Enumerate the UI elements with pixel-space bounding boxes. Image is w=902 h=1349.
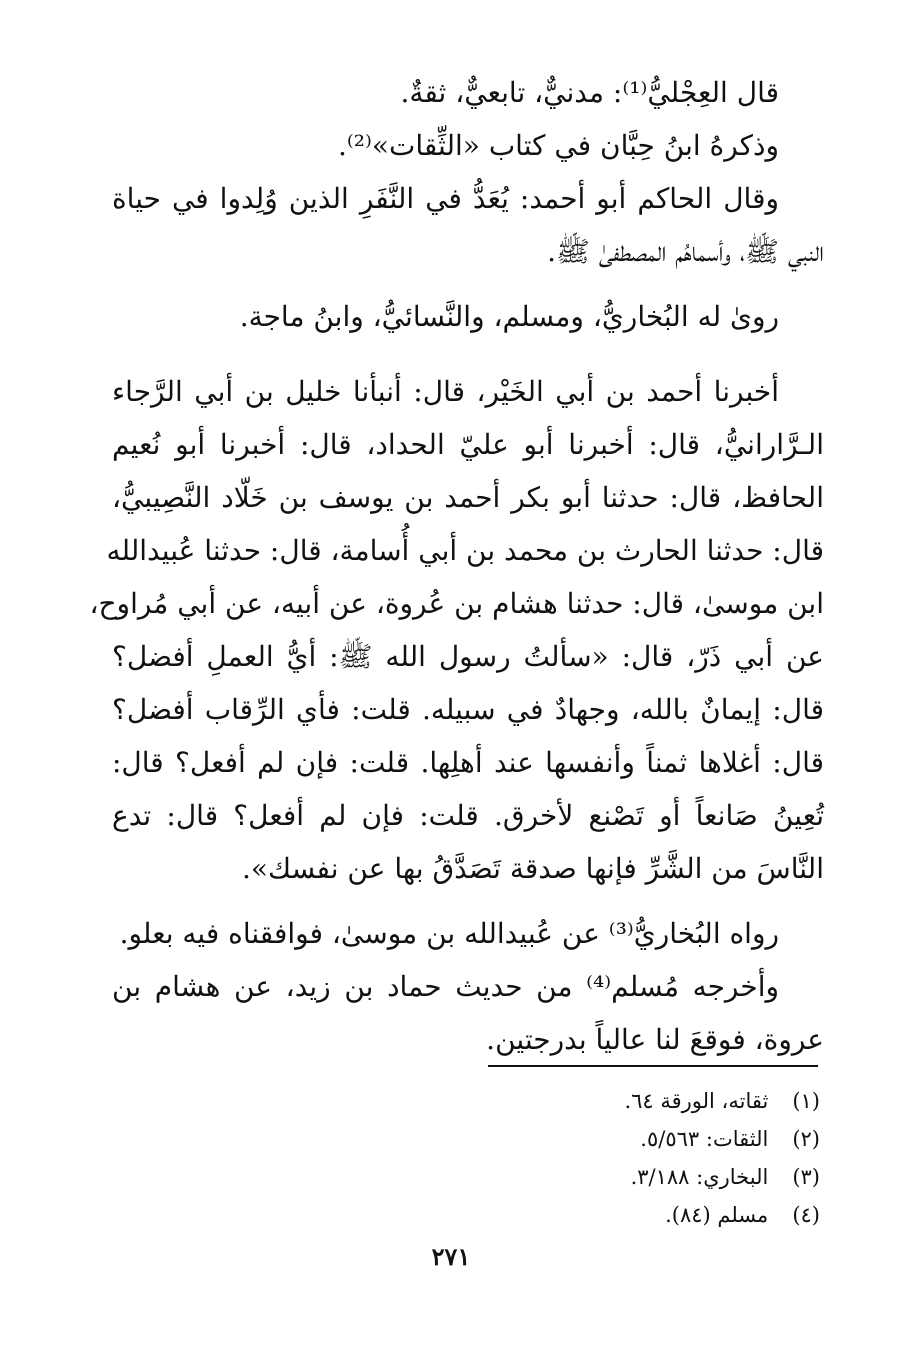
text-line: النَّاسَ من الشَّرِّ فإنها صدقة تَصَدَّقُ بها عن نفسك». (241, 852, 824, 885)
text-line: ابن موسىٰ، قال: حدثنا هشام بن عُروة، عن أبيه، عن أبي مُراوح، (89, 587, 824, 620)
text-line: أخبرنا أحمد بن أبي الخَيْر، قال: أنبأنا خليل بن أبي الرَّجاء (112, 375, 779, 408)
text-line: رواه البُخاريُّ⁽³⁾ عن عُبيدالله بن موسىٰ، فوافقناه فيه بعلو. (119, 917, 779, 950)
text-line: الحافظ، قال: حدثنا أبو بكر أحمد بن يوسف بن خَلّاد النَّصِيبيُّ، (112, 481, 824, 514)
footnote-text: مسلم (٨٤). (665, 1203, 769, 1227)
footnote (380, 1196, 820, 1234)
footnote (380, 1082, 820, 1120)
footnote-number: (٢) (792, 1127, 820, 1151)
text-line: عن أبي ذَرّ، قال: «سألتُ رسول الله ﷺ: أيُّ العملِ أفضل؟ (112, 640, 824, 673)
text-line: وأخرجه مُسلم⁽⁴⁾ من حديث حماد بن زيد، عن هشام بن (112, 970, 779, 1003)
footnote-text: البخاري: ٣/١٨٨. (630, 1165, 769, 1189)
text-line: تُعِينُ صَانعاً أو تَصْنع لأخرق. قلت: فإن لم أفعل؟ قال: تدع (112, 799, 825, 832)
text-line: الـرَّارانيُّ، قال: أخبرنا أبو عليّ الحداد، قال: أخبرنا أبو نُعيم (112, 428, 824, 461)
text-line: قال: إيمانٌ بالله، وجهادٌ في سبيله. قلت: فأي الرِّقاب أفضل؟ (112, 693, 824, 726)
footnote-divider (488, 1065, 818, 1067)
main-text (89, 66, 825, 1066)
footnote-number: (٤) (792, 1203, 820, 1227)
footnotes (380, 1082, 820, 1234)
footnote (380, 1120, 820, 1158)
text-line: قال: أغلاها ثمناً وأنفسها عند أهلِها. قلت: فإن لم أفعل؟ قال: (112, 746, 825, 779)
text-line: وذكرهُ ابنُ حِبَّان في كتاب «الثِّقات»⁽²⁾. (337, 129, 779, 162)
footnote-number: (٣) (792, 1165, 820, 1189)
text-line: رویٰ له البُخاريُّ، ومسلم، والنَّسائيُّ، وابنُ ماجة. (239, 300, 779, 333)
footnote-text: ثقاته، الورقة ٦٤. (624, 1089, 769, 1113)
footnote-number: (١) (792, 1089, 820, 1113)
footnote (380, 1158, 820, 1196)
text-line: قال العِجْليُّ⁽¹⁾: مدنيٌّ، تابعيٌّ، ثقةٌ. (400, 76, 779, 109)
text-line: عروة، فوقعَ لنا عالياً بدرجتين. (486, 1023, 824, 1056)
text-line: قال: حدثنا الحارث بن محمد بن أبي أُسامة، قال: حدثنا عُبيدالله (106, 534, 824, 567)
text-line: النبي ﷺ، وأسماهُم المصطفىٰ ﷺ. (547, 235, 824, 268)
text-line: وقال الحاكم أبو أحمد: يُعَدُّ في النَّفَرِ الذين وُلِدوا في حياة (112, 182, 779, 215)
footnote-text: الثقات: ٥/٥٦٣. (640, 1127, 769, 1151)
page-number: ٢٧١ (431, 1242, 471, 1271)
